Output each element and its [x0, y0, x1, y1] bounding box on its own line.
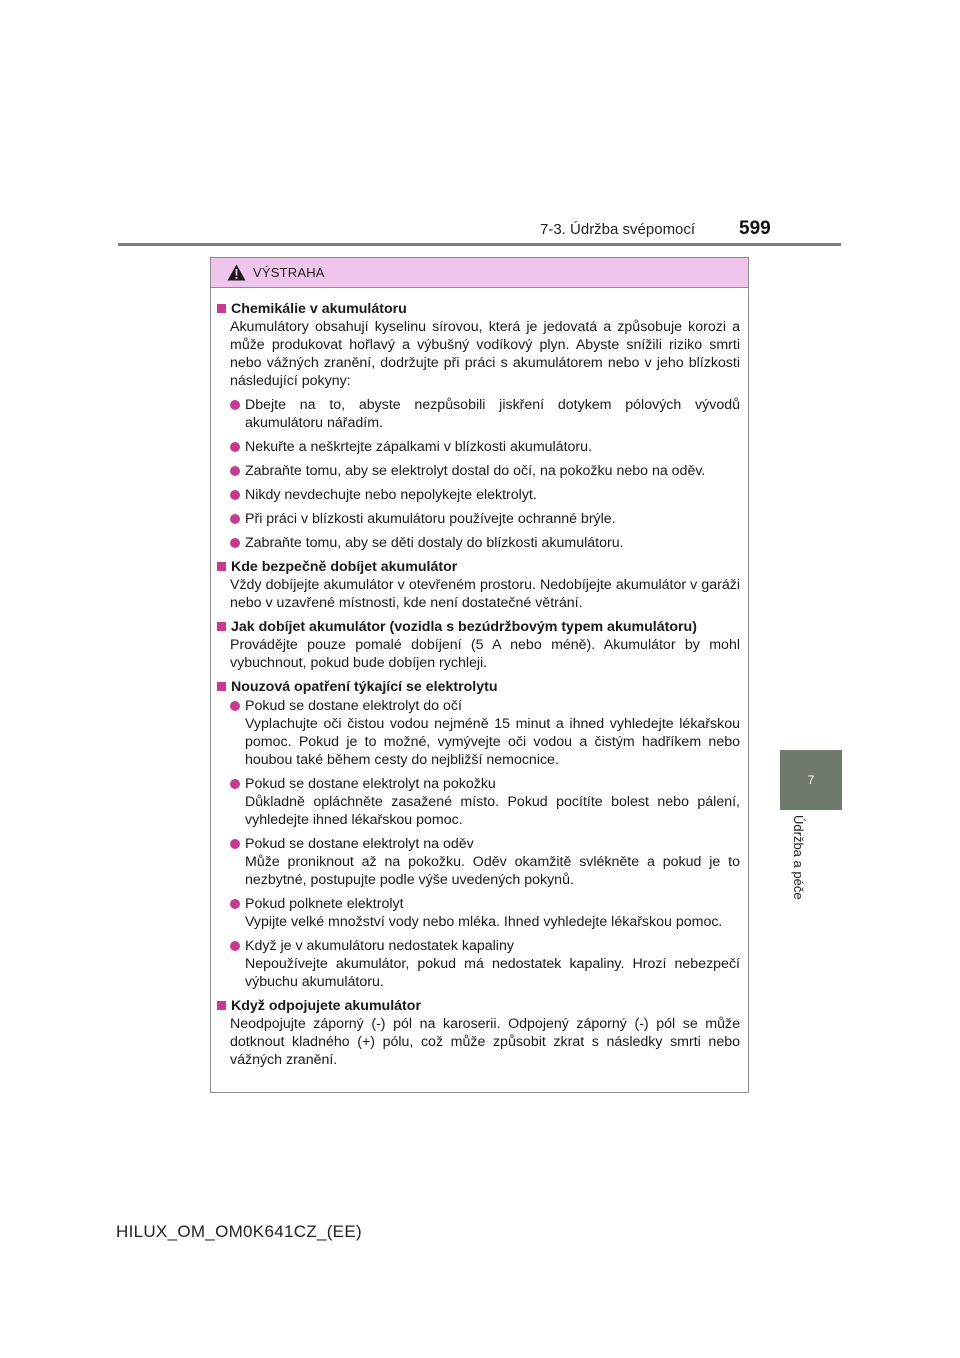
section-text: Vždy dobíjejte akumulátor v otevřeném prostoru. Nedobíjejte akumulátor v garáži nebo v uzavřené místnosti, kde není dostatečné větrání.: [230, 577, 740, 611]
section-heading: Jak dobíjet akumulátor (vozidla s bezúdržbovým typem akumulátoru): [231, 619, 697, 635]
list-item-heading: Pokud polknete elektrolyt: [245, 896, 404, 912]
list-item-text: Dbejte na to, abyste nezpůsobili jiskření dotykem pólových vývodů akumulátoru nářadím.: [245, 397, 740, 431]
warning-box: [210, 257, 749, 1093]
warning-header: [211, 258, 748, 288]
list-item: [217, 937, 740, 991]
list-item-text: Vypijte velké množství vody nebo mléka. Ihned vyhledejte lékařskou pomoc.: [245, 914, 723, 930]
list-item-heading: Pokud se dostane elektrolyt na pokožku: [245, 776, 496, 792]
round-bullet-icon: [230, 490, 240, 500]
list-item-heading: Pokud se dostane elektrolyt na oděv: [245, 836, 474, 852]
list-item-text: Důkladně opláchněte zasažené místo. Pokud pocítíte bolest nebo pálení, vyhledejte ihned lékařskou pomoc.: [245, 794, 740, 828]
list-item-text: Může proniknout až na pokožku. Oděv okamžitě svlékněte a pokud je to nezbytné, postupujte podle výše uvedených pokynů.: [245, 854, 740, 888]
list-item-text: Zabraňte tomu, aby se děti dostaly do blízkosti akumulátoru.: [245, 535, 624, 551]
header-divider: [118, 243, 841, 246]
chapter-number: 7: [807, 773, 815, 787]
round-bullet-icon: [230, 701, 240, 711]
list-item-text: Nikdy nevdechujte nebo nepolykejte elektrolyt.: [245, 487, 537, 503]
square-bullet-icon: [217, 622, 226, 631]
section-title: [217, 618, 740, 636]
round-bullet-icon: [230, 779, 240, 789]
warning-title: VÝSTRAHA: [253, 265, 325, 280]
round-bullet-icon: [230, 899, 240, 909]
list-item: [217, 895, 740, 931]
list-item: [217, 438, 740, 456]
section-title: [217, 558, 740, 576]
list-item: [217, 462, 740, 480]
list-item: [217, 510, 740, 528]
list-item: [217, 835, 740, 889]
section-emergency: [217, 678, 740, 991]
round-bullet-icon: [230, 941, 240, 951]
list-item-text: Nepoužívejte akumulátor, pokud má nedostatek kapaliny. Hrozí nebezpečí výbuchu akumulátoru.: [245, 956, 740, 990]
document-code: HILUX_OM_OM0K641CZ_(EE): [116, 1222, 362, 1241]
section-text: Neodpojujte záporný (-) pól na karoserii. Odpojený záporný (-) pól se může dotknout kladného (+) pólu, což může způsobit zkrat s následky smrti nebo vážných zranění.: [230, 1016, 740, 1068]
list-item-text: Nekuřte a neškrtejte zápalkami v blízkosti akumulátoru.: [245, 439, 592, 455]
chapter-tab[interactable]: [780, 750, 842, 810]
section-title: [217, 678, 740, 696]
section-heading: Nouzová opatření týkající se elektrolytu: [231, 679, 498, 695]
square-bullet-icon: [217, 304, 226, 313]
page-number: 599: [739, 218, 771, 239]
list-item-text: Při práci v blízkosti akumulátoru používejte ochranné brýle.: [245, 511, 616, 527]
round-bullet-icon: [230, 442, 240, 452]
section-disconnecting: [217, 997, 740, 1069]
section-safe-charging: [217, 558, 740, 612]
section-heading: Kde bezpečně dobíjet akumulátor: [231, 559, 458, 575]
list-item: [217, 534, 740, 552]
section-heading: Když odpojujete akumulátor: [231, 998, 421, 1014]
round-bullet-icon: [230, 538, 240, 548]
round-bullet-icon: [230, 466, 240, 476]
list-item: [217, 775, 740, 829]
chapter-title: Údržba a péče: [791, 815, 806, 900]
square-bullet-icon: [217, 682, 226, 691]
warning-body: [211, 288, 748, 1069]
square-bullet-icon: [217, 562, 226, 571]
list-item: [217, 396, 740, 432]
round-bullet-icon: [230, 400, 240, 410]
section-heading: Chemikálie v akumulátoru: [231, 301, 407, 317]
section-title: 7-3. Údržba svépomocí: [540, 221, 696, 238]
list-item: [217, 697, 740, 769]
list-item-heading: Když je v akumulátoru nedostatek kapaliny: [245, 938, 514, 954]
square-bullet-icon: [217, 1001, 226, 1010]
list-item: [217, 486, 740, 504]
round-bullet-icon: [230, 839, 240, 849]
list-item-heading: Pokud se dostane elektrolyt do očí: [245, 698, 462, 714]
warning-triangle-icon: [227, 264, 246, 281]
list-item-text: Vyplachujte oči čistou vodou nejméně 15 minut a ihned vyhledejte lékařskou pomoc. Pokud je to možné, vymývejte oči vodou a čistým hadříkem nebo houbou také během cesty do nejbližší nemocnice.: [245, 716, 740, 768]
round-bullet-icon: [230, 514, 240, 524]
section-how-to-charge: [217, 618, 740, 672]
section-chemicals: [217, 300, 740, 552]
section-title: [217, 997, 740, 1015]
section-title: [217, 300, 740, 318]
section-text: Provádějte pouze pomalé dobíjení (5 A nebo méně). Akumulátor by mohl vybuchnout, pokud bude dobíjen rychleji.: [230, 637, 740, 671]
list-item-text: Zabraňte tomu, aby se elektrolyt dostal do očí, na pokožku nebo na oděv.: [245, 463, 706, 479]
section-text: Akumulátory obsahují kyselinu sírovou, která je jedovatá a způsobuje korozi a může produkovat hořlavý a výbušný vodíkový plyn. Abyste snížili riziko smrti nebo vážných zranění, dodržujte při práci s akumulátorem nebo v jeho blízkosti následující pokyny:: [230, 319, 740, 389]
